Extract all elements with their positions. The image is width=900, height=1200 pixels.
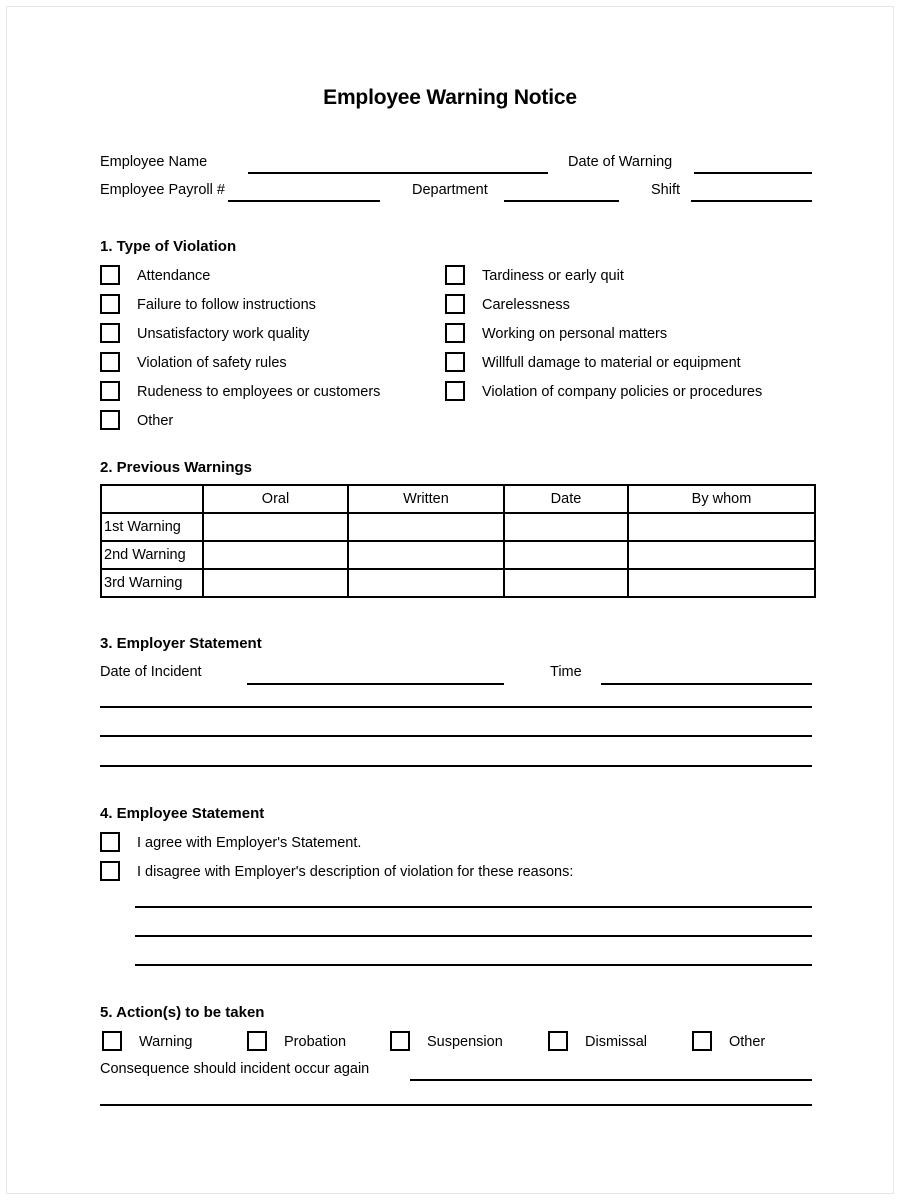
checkbox-action-suspension[interactable] xyxy=(390,1031,410,1051)
shift-label: Shift xyxy=(651,182,681,198)
label-other-violation: Other xyxy=(137,413,174,429)
label-working-on-personal-matters: Working on personal matters xyxy=(482,326,668,342)
cell-3rd-warning-oral[interactable] xyxy=(203,569,348,597)
section-3-heading: 3. Employer Statement xyxy=(100,635,262,652)
cell-1st-warning-oral[interactable] xyxy=(203,513,348,541)
table-header-row xyxy=(101,485,815,513)
date-of-incident-input[interactable] xyxy=(247,683,504,685)
column-header-written: Written xyxy=(348,485,504,513)
checkbox-working-on-personal-matters[interactable] xyxy=(445,323,465,343)
label-tardiness-or-early-quit: Tardiness or early quit xyxy=(482,268,624,284)
employee-payroll-input[interactable] xyxy=(228,200,380,202)
department-input[interactable] xyxy=(504,200,619,202)
checkbox-carelessness[interactable] xyxy=(445,294,465,314)
checkbox-action-warning[interactable] xyxy=(102,1031,122,1051)
cell-3rd-warning-written[interactable] xyxy=(348,569,504,597)
cell-2nd-warning-written[interactable] xyxy=(348,541,504,569)
checkbox-failure-to-follow-instructions[interactable] xyxy=(100,294,120,314)
checkbox-rudeness-to-employees-or-customers[interactable] xyxy=(100,381,120,401)
employer-statement-line-3[interactable] xyxy=(100,765,812,767)
label-agree-with-employer-statement: I agree with Employer's Statement. xyxy=(137,835,362,851)
checkbox-unsatisfactory-work-quality[interactable] xyxy=(100,323,120,343)
label-action-warning: Warning xyxy=(139,1034,193,1050)
column-header-date: Date xyxy=(504,485,628,513)
label-violation-of-company-policies: Violation of company policies or procedures xyxy=(482,384,763,400)
section-1-heading: 1. Type of Violation xyxy=(100,238,237,255)
employee-name-label: Employee Name xyxy=(100,154,208,170)
label-failure-to-follow-instructions: Failure to follow instructions xyxy=(137,297,316,313)
label-action-other: Other xyxy=(729,1034,766,1050)
employee-statement-line-1[interactable] xyxy=(135,906,812,908)
label-disagree-with-employer-statement: I disagree with Employer's description of violation for these reasons: xyxy=(137,864,574,880)
previous-warnings-table xyxy=(100,484,816,598)
consequence-input[interactable] xyxy=(410,1079,812,1081)
checkbox-willfull-damage[interactable] xyxy=(445,352,465,372)
checkbox-attendance[interactable] xyxy=(100,265,120,285)
cell-3rd-warning-date[interactable] xyxy=(504,569,628,597)
section-4-heading: 4. Employee Statement xyxy=(100,805,265,822)
cell-2nd-warning-by-whom[interactable] xyxy=(628,541,815,569)
label-carelessness: Carelessness xyxy=(482,297,570,313)
checkbox-action-probation[interactable] xyxy=(247,1031,267,1051)
row-label-3rd-warning: 3rd Warning xyxy=(101,569,203,597)
page-title: Employee Warning Notice xyxy=(323,86,577,109)
time-input[interactable] xyxy=(601,683,812,685)
checkbox-disagree-with-employer-statement[interactable] xyxy=(100,861,120,881)
table-row xyxy=(101,513,815,541)
column-header-blank xyxy=(101,485,203,513)
section-5-heading: 5. Action(s) to be taken xyxy=(100,1004,265,1021)
label-rudeness-to-employees-or-customers: Rudeness to employees or customers xyxy=(137,384,381,400)
cell-1st-warning-written[interactable] xyxy=(348,513,504,541)
employee-name-input[interactable] xyxy=(248,172,548,174)
shift-input[interactable] xyxy=(691,200,812,202)
label-action-probation: Probation xyxy=(284,1034,347,1050)
cell-1st-warning-by-whom[interactable] xyxy=(628,513,815,541)
table-row xyxy=(101,541,815,569)
footer-signature-line[interactable] xyxy=(100,1104,812,1106)
date-of-warning-label: Date of Warning xyxy=(568,154,673,170)
checkbox-violation-of-safety-rules[interactable] xyxy=(100,352,120,372)
table-row xyxy=(101,569,815,597)
employee-statement-line-2[interactable] xyxy=(135,935,812,937)
date-of-incident-label: Date of Incident xyxy=(100,664,202,680)
employee-statement-line-3[interactable] xyxy=(135,964,812,966)
checkbox-action-other[interactable] xyxy=(692,1031,712,1051)
cell-1st-warning-date[interactable] xyxy=(504,513,628,541)
employer-statement-line-2[interactable] xyxy=(100,735,812,737)
department-label: Department xyxy=(412,182,488,198)
cell-3rd-warning-by-whom[interactable] xyxy=(628,569,815,597)
row-label-1st-warning: 1st Warning xyxy=(101,513,203,541)
employee-payroll-label: Employee Payroll # xyxy=(100,182,225,198)
label-violation-of-safety-rules: Violation of safety rules xyxy=(137,355,287,371)
cell-2nd-warning-date[interactable] xyxy=(504,541,628,569)
checkbox-tardiness-or-early-quit[interactable] xyxy=(445,265,465,285)
employer-statement-line-1[interactable] xyxy=(100,706,812,708)
consequence-label: Consequence should incident occur again xyxy=(100,1061,370,1077)
checkbox-violation-of-company-policies[interactable] xyxy=(445,381,465,401)
time-label: Time xyxy=(550,664,582,680)
cell-2nd-warning-oral[interactable] xyxy=(203,541,348,569)
checkbox-agree-with-employer-statement[interactable] xyxy=(100,832,120,852)
label-action-suspension: Suspension xyxy=(427,1034,503,1050)
checkbox-other-violation[interactable] xyxy=(100,410,120,430)
column-header-by-whom: By whom xyxy=(628,485,815,513)
date-of-warning-input[interactable] xyxy=(694,172,812,174)
label-attendance: Attendance xyxy=(137,268,211,284)
label-action-dismissal: Dismissal xyxy=(585,1034,648,1050)
label-willfull-damage: Willfull damage to material or equipment xyxy=(482,355,741,371)
section-2-heading: 2. Previous Warnings xyxy=(100,459,252,476)
row-label-2nd-warning: 2nd Warning xyxy=(101,541,203,569)
checkbox-action-dismissal[interactable] xyxy=(548,1031,568,1051)
column-header-oral: Oral xyxy=(203,485,348,513)
label-unsatisfactory-work-quality: Unsatisfactory work quality xyxy=(137,326,310,342)
